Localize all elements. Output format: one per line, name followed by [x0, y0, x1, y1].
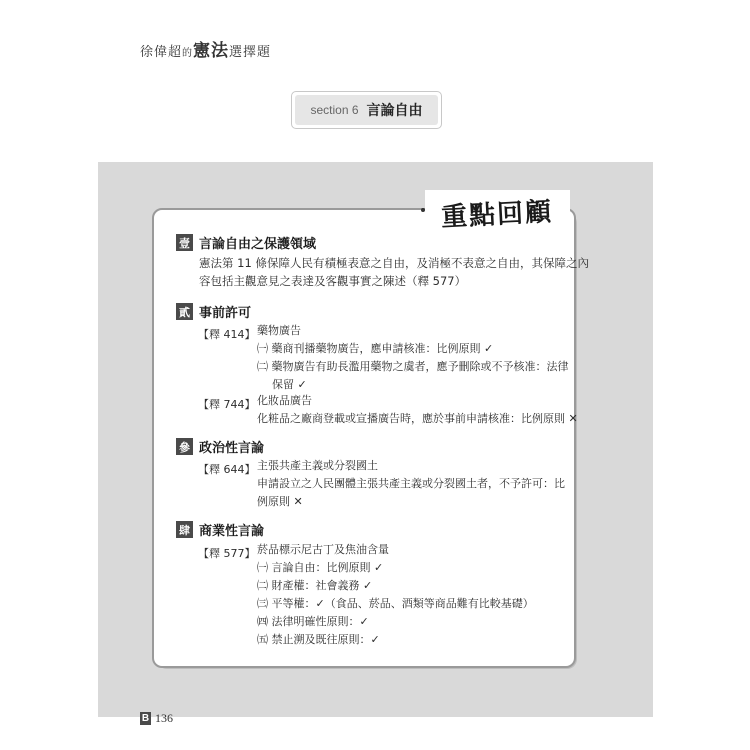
- paragraph-line: 容包括主觀意見之表達及客觀事實之陳述（釋 577）: [199, 274, 467, 288]
- paragraph-line: 憲法第 11 條保障人民有積極表意之自由，及消極不表意之自由，其保障之內: [199, 256, 589, 270]
- part-title: 政治性言論: [199, 441, 265, 456]
- header-possessive: 的: [182, 48, 194, 59]
- case-tag: 【釋 414】: [198, 328, 256, 341]
- case-item: ㈠ 藥商刊播藥物廣告，應申請核准：比例原則 ✓: [257, 342, 494, 355]
- review-badge: [425, 190, 570, 234]
- part-letter-badge: B: [141, 713, 150, 724]
- case-item: ㈡ 財產權：社會義務 ✓: [257, 579, 373, 592]
- case-tag: 【釋 577】: [198, 547, 256, 560]
- header-book-big: 憲法: [193, 41, 230, 61]
- case-topic: 主張共產主義或分裂國土: [257, 459, 378, 472]
- case-item: ㈤ 禁止溯及既往原則：✓: [257, 633, 380, 646]
- case-item: ㈠ 言論自由：比例原則 ✓: [257, 561, 384, 574]
- section-title: 言論自由: [366, 103, 423, 119]
- case-item: 化粧品之廠商登載或宣播廣告時，應於事前申請核准：比例原則 ✕: [257, 412, 578, 425]
- case-topic: 藥物廣告: [257, 324, 301, 337]
- part-heading-2: [176, 302, 251, 321]
- header-book-rest: 選擇題: [229, 45, 272, 60]
- case-item: ㈣ 法律明確性原則：✓: [257, 615, 369, 628]
- section-label-box: [291, 91, 442, 129]
- case-topic: 化妝品廣告: [257, 394, 312, 407]
- part-number: 肆: [176, 521, 193, 538]
- page-number: 136: [155, 711, 173, 725]
- part-title: 言論自由之保護領域: [199, 237, 317, 252]
- case-item: 申請設立之人民團體主張共產主義或分裂國土者，不予許可：比: [257, 477, 565, 490]
- section-number: section 6: [310, 103, 359, 117]
- case-tag: 【釋 644】: [198, 463, 256, 476]
- part-title: 事前許可: [199, 306, 252, 321]
- badge-dot-left: [421, 208, 425, 212]
- part-number: 壹: [176, 234, 193, 251]
- header-author: 徐偉超: [140, 45, 183, 60]
- part-number: 參: [176, 438, 193, 455]
- part-heading-1: [176, 233, 316, 252]
- part-number: 貳: [176, 303, 193, 320]
- case-item: 保留 ✓: [272, 378, 307, 391]
- case-item: 例原則 ✕: [257, 495, 303, 508]
- case-item: ㈡ 藥物廣告有助長濫用藥物之虞者，應予刪除或不予核准：法律: [257, 360, 569, 373]
- case-item: ㈢ 平等權：✓（食品、菸品、酒類等商品難有比較基礎）: [257, 597, 534, 610]
- part-title: 商業性言論: [199, 524, 265, 539]
- part-heading-4: [176, 520, 264, 539]
- case-tag: 【釋 744】: [198, 398, 256, 411]
- part-heading-3: [176, 437, 264, 456]
- review-badge-text: 重點回顧: [440, 196, 555, 233]
- running-header: [140, 36, 271, 61]
- case-topic: 菸品標示尼古丁及焦油含量: [257, 543, 389, 556]
